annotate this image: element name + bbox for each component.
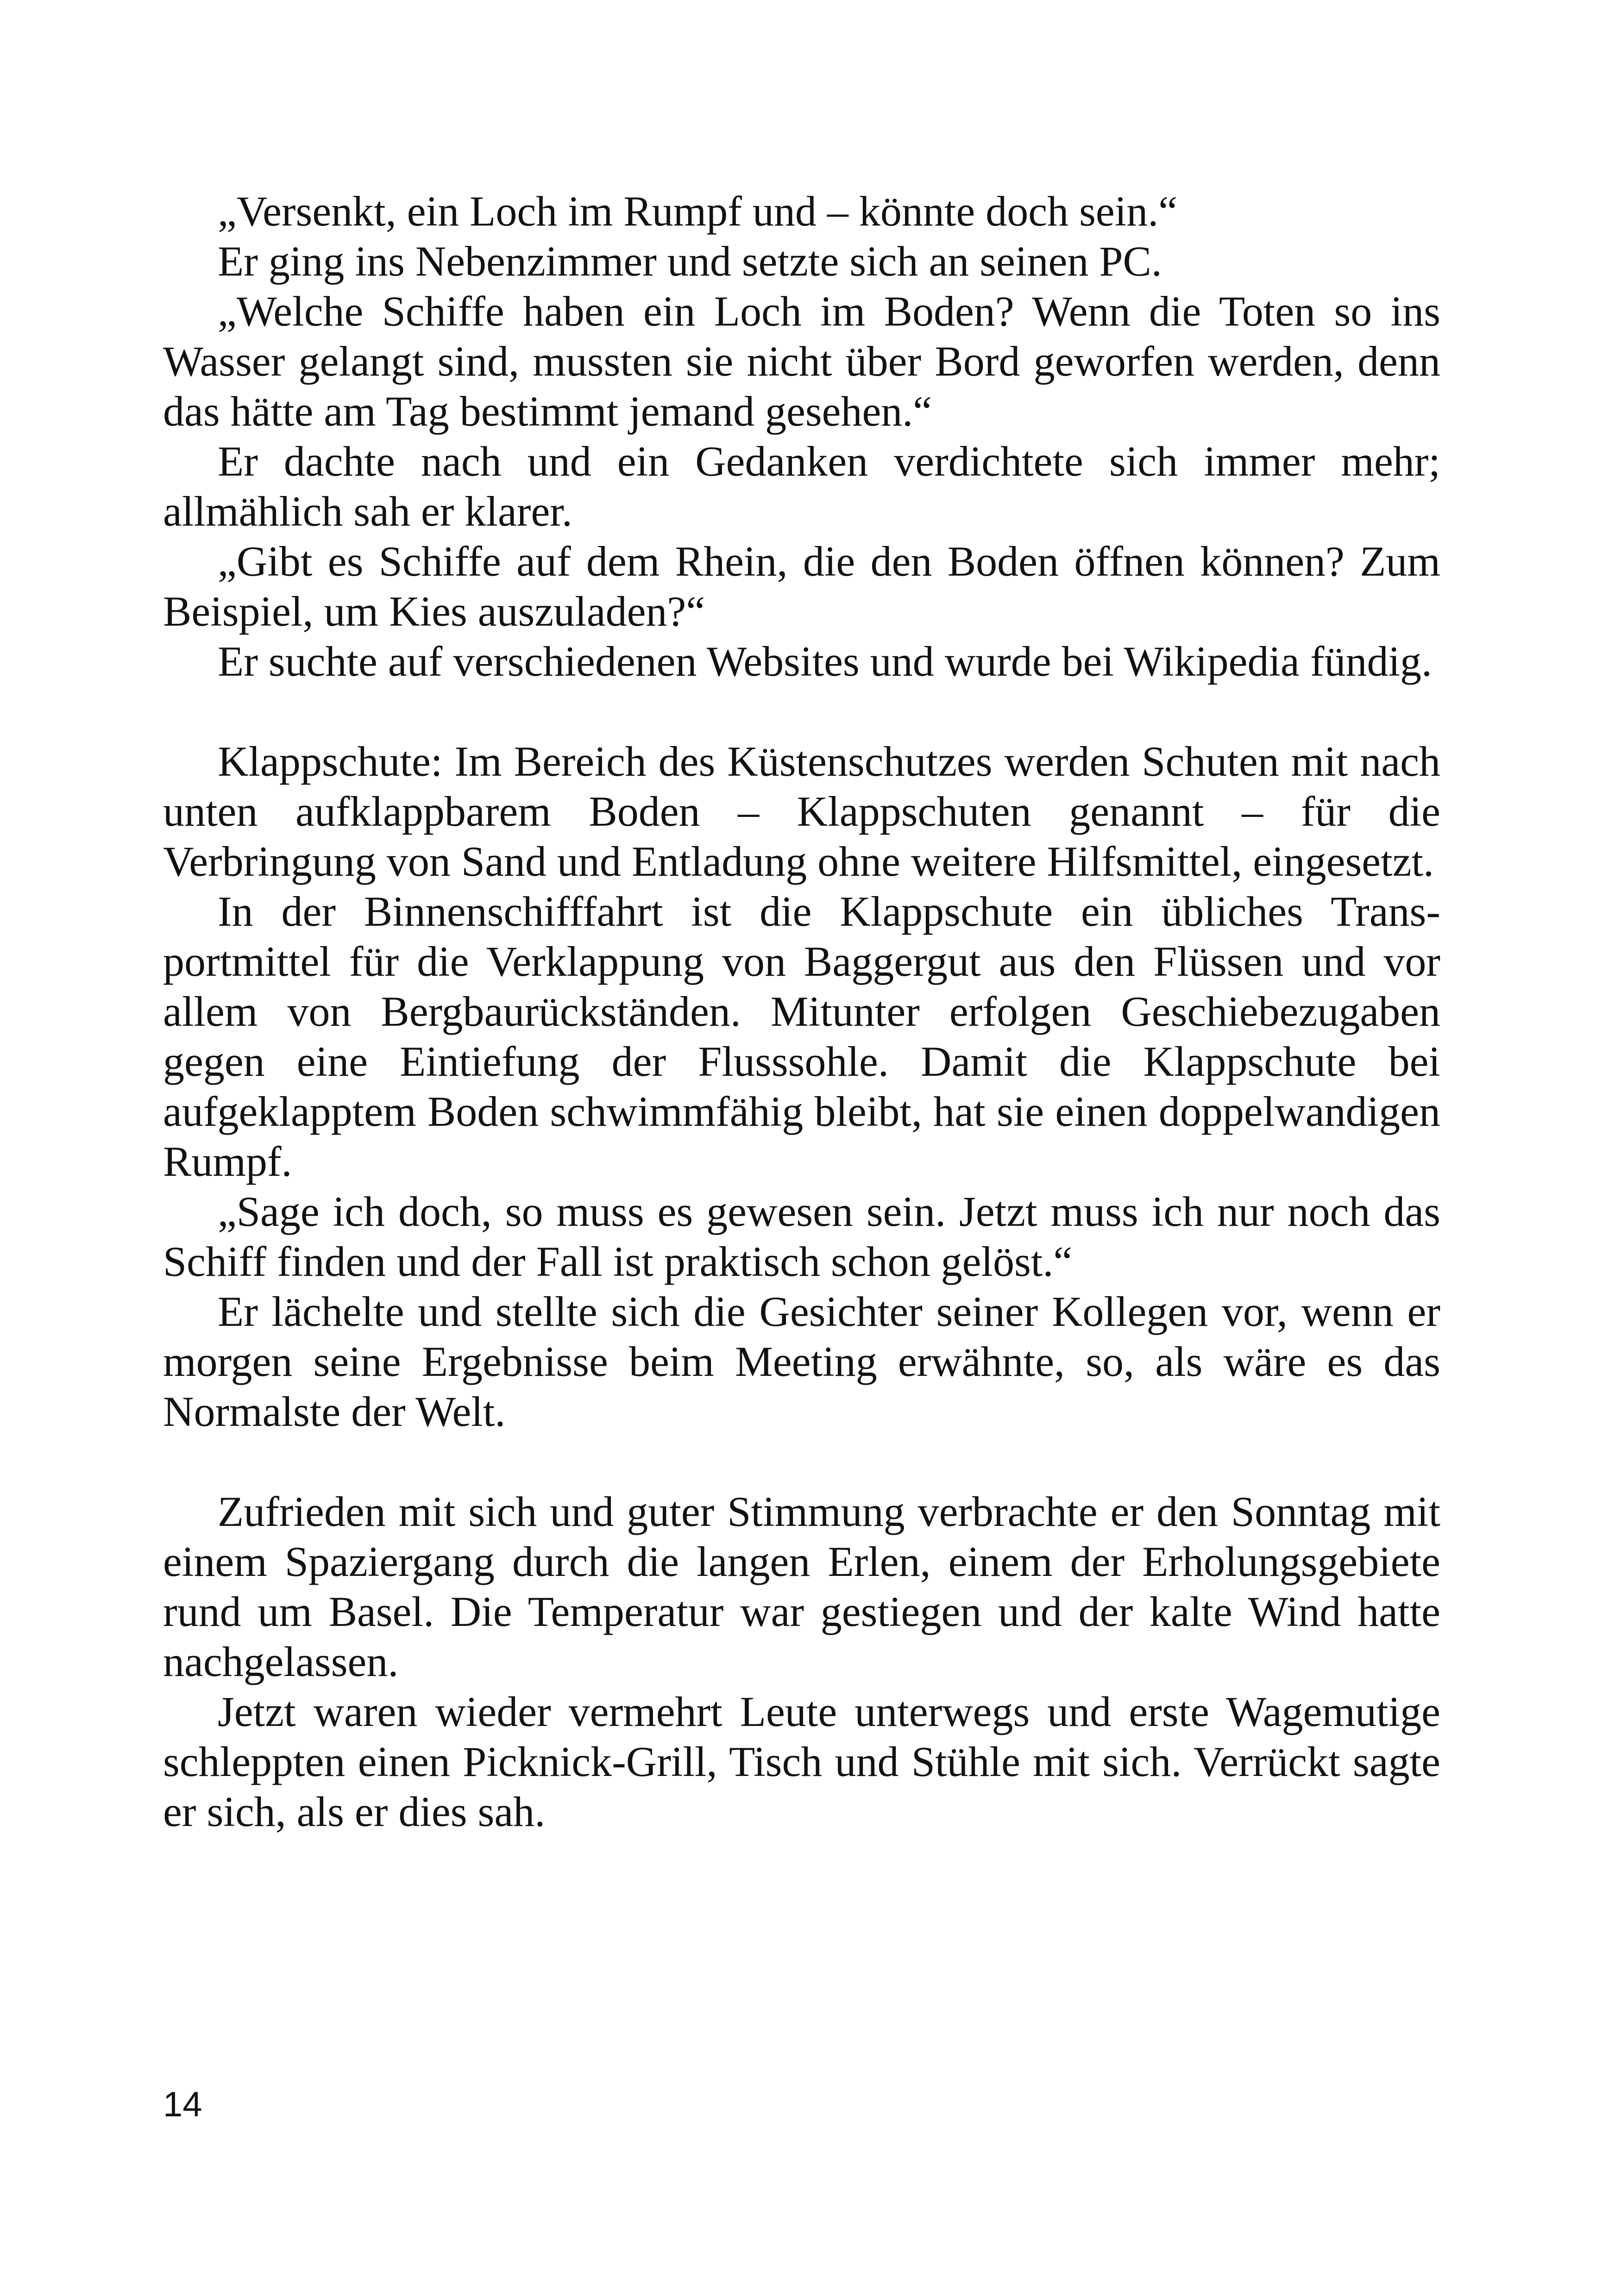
paragraph: „Welche Schiffe haben ein Loch im Boden? Wenn die Toten so ins Wasser gelangt sind, mussten sie nicht über Bord geworfen werden, denn das hätte am Tag bestimmt jemand gesehen.“ [163, 288, 1440, 435]
paragraph: „Sage ich doch, so muss es gewesen sein. Jetzt muss ich nur noch das Schiff finden und der Fall ist praktisch schon gelöst.“ [163, 1188, 1440, 1285]
page-number: 14 [163, 2085, 202, 2124]
paragraph: In der Binnenschifffahrt ist die Klappschute ein übliches Transportmittel für die Verklappung von Baggergut aus den Flüssen und vor allem von Bergbaurückständen. Mitunter erfolgen Geschiebezugaben gegen eine Eintiefung der Flusssohle. Damit die Klappschute bei aufgeklapptem Boden schwimmfähig bleibt, hat sie einen doppelwandigen Rumpf. [163, 888, 1440, 1185]
paragraph: Zufrieden mit sich und guter Stimmung verbrachte er den Sonntag mit einem Spaziergang durch die langen Erlen, einem der Erholungsgebiete rund um Basel. Die Temperatur war gestiegen und der kalte Wind hatte nachgelassen. [163, 1488, 1440, 1685]
paragraph: Er dachte nach und ein Gedanken verdichtete sich immer mehr; allmählich sah er klarer. [163, 438, 1440, 535]
paragraph-gap [163, 1437, 1440, 1487]
paragraph: „Versenkt, ein Loch im Rumpf und – könnte doch sein.“ [218, 188, 1178, 235]
paragraph: Jetzt waren wieder vermehrt Leute unterwegs und erste Wagemutige schleppten einen Picknick-Grill, Tisch und Stühle mit sich. Verrückt sagte er sich, als er dies sah. [163, 1688, 1440, 1835]
paragraph: Er ging ins Nebenzimmer und setzte sich an seinen PC. [218, 238, 1162, 285]
paragraph: Er suchte auf verschiedenen Websites und wurde bei Wikipedia fündig. [218, 638, 1433, 685]
paragraph: „Gibt es Schiffe auf dem Rhein, die den Boden öffnen können? Zum Beispiel, um Kies auszuladen?“ [163, 538, 1440, 635]
paragraph: Er lächelte und stellte sich die Gesichter seiner Kollegen vor, wenn er morgen seine Ergebnisse beim Meeting erwähnte, so, als wäre es das Normalste der Welt. [163, 1288, 1440, 1435]
body-text [163, 186, 1440, 1837]
paragraph-gap [163, 686, 1440, 736]
paragraph: Klappschute: Im Bereich des Küstenschutzes werden Schuten mit nach unten aufklappbarem Boden – Klappschuten genannt – für die Verbringung von Sand und Entladung ohne weitere Hilfsmittel, eingesetzt. [163, 738, 1440, 885]
